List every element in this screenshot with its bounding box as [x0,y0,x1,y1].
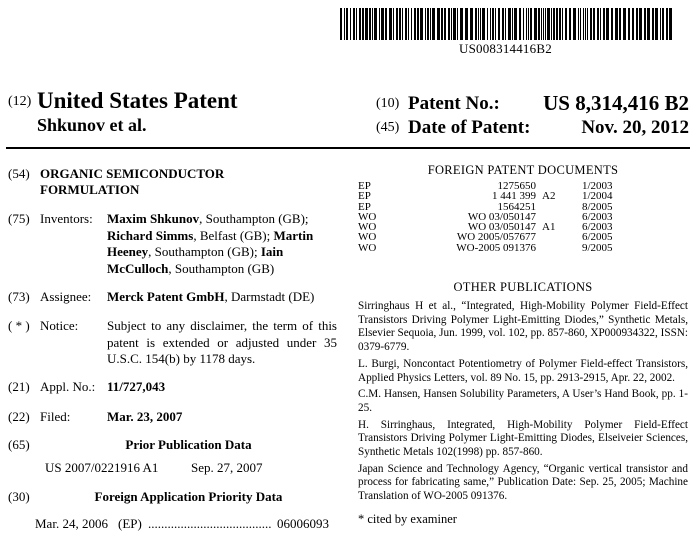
appl-code: (21) [8,379,30,394]
barcode-bar [583,8,584,40]
barcode-bar [669,8,672,40]
barcode-bar [353,8,355,40]
barcode-bar [346,8,348,40]
inventors-code: (75) [8,211,30,226]
barcode-bar [600,8,601,40]
barcode-bar [562,8,563,40]
filed-date: Mar. 23, 2007 [107,409,183,424]
barcode-bar [480,8,481,40]
inventor-location: , Southampton (GB); [199,211,309,226]
inventor-name: Richard Simms [107,227,194,243]
barcode-bar [356,8,357,40]
table-row [358,181,613,191]
fpd-date: 6/2003 [582,221,613,234]
barcode-bar [478,8,479,40]
inventor-name: Martin [273,227,314,243]
barcode-bar [453,8,456,40]
assignee-location: , Darmstadt (DE) [224,289,315,304]
fpd-country: WO [358,241,377,254]
filed-label: Filed: [40,409,71,424]
barcode-bar [565,8,567,40]
assignee-label: Assignee: [40,289,92,304]
prior-pub-code: (65) [8,437,30,452]
inventor-name: Maxim Shkunov [107,211,200,226]
prior-pub-heading: Prior Publication Data [125,437,252,452]
inventor-line [107,228,337,245]
fpd-country: WO [358,231,377,244]
notice-line: patent is extended or adjusted under 35 [107,334,337,350]
notice-text [107,318,337,368]
appl-number: 11/727,043 [107,379,166,394]
barcode-bar [430,8,431,40]
barcode-bar [344,8,345,40]
barcode-bar [411,8,412,40]
barcode-bar [465,8,468,40]
barcode-bar [597,8,599,40]
fpd-number: 1275650 [497,180,536,192]
notice-label: Notice: [40,318,79,333]
barcode-bar [514,8,517,40]
barcode-bar [615,8,618,40]
barcode-bar [603,8,605,40]
date-of-patent: Nov. 20, 2012 [581,117,689,138]
fpd-kind: A1 [542,221,556,234]
fpd-date: 8/2005 [582,200,613,213]
barcode-bar [662,8,664,40]
fpd-country: WO [358,210,377,223]
barcode-bar [526,8,527,40]
fpd-date: 1/2003 [582,180,613,192]
reference-entry: C.M. Hansen, Hansen Solubility Parameters, A User’s Hand Book, pp. 1-25. [358,388,688,414]
barcode-bar [611,8,613,40]
fpd-kind [536,232,582,242]
barcode-bar [369,8,371,40]
patent-number: US 8,314,416 B2 [543,91,689,115]
barcode-bar [457,8,458,40]
barcode-bar [365,8,368,40]
barcode-bar [414,8,416,40]
fpd-country: EP [358,200,371,213]
prior-pub-number: US 2007/0221916 A1 [45,460,159,475]
barcode-bar [451,8,452,40]
barcode-bar [538,8,540,40]
assignee-value [107,289,314,306]
barcode-bar [420,8,423,40]
barcode-bar [628,8,630,40]
barcode-bar [417,8,419,40]
barcode-bar [528,8,529,40]
inventor-line [107,261,337,278]
fpd-date: 9/2005 [582,241,613,254]
assignee-name: Merck Patent GmbH [107,289,225,304]
fpd-number: 1 441 399 [492,190,536,203]
barcode-bar [547,8,550,40]
fpd-kind [536,243,582,253]
barcode-bar [519,8,521,40]
barcode-bar [556,8,558,40]
barcode-bar [512,8,513,40]
barcode-bar [639,8,642,40]
barcode-bar [573,8,576,40]
barcode-bar [578,8,579,40]
code-12: (12) [8,94,32,109]
barcode-bar [441,8,443,40]
header-rule [6,147,690,149]
notice-line: Subject to any disclaimer, the term of this [107,318,337,333]
barcode-bar [437,8,440,40]
table-row [358,191,613,201]
foreign-priority-number: 06006093 [277,516,329,531]
barcode-bar [425,8,426,40]
assignee-code: (73) [8,289,30,304]
foreign-priority-heading: Foreign Application Priority Data [94,489,283,504]
barcode-bar [553,8,555,40]
barcode-bar [399,8,401,40]
barcode-bar [393,8,394,40]
fpd-date: 6/2005 [582,231,613,244]
barcode-bar [396,8,398,40]
barcode-bar [660,8,661,40]
barcode-bar [444,8,446,40]
fpd-country: EP [358,180,371,192]
barcode-bar [405,8,407,40]
barcode-bar [606,8,609,40]
fpd-date: 6/2003 [582,210,613,223]
inventor-line [107,244,337,261]
barcode-bar [587,8,588,40]
foreign-priority-country: (EP) [118,516,142,531]
barcode-bar [590,8,592,40]
barcode-bar [644,8,646,40]
table-row [358,243,613,253]
fpd-country: WO [358,221,377,234]
fpd-kind: A2 [542,190,556,203]
appl-label: Appl. No.: [40,379,96,394]
code-10: (10) [376,96,400,111]
barcode-bar [374,8,377,40]
barcode-bar [460,8,463,40]
barcode-bar [652,8,654,40]
patent-number-label: Patent No.: [408,93,500,114]
barcode-bar [545,8,546,40]
fpd-number: 1564251 [497,200,536,213]
foreign-patent-documents-table [358,181,613,253]
barcode-bar [498,8,500,40]
cited-by-examiner: * cited by examiner [358,512,457,526]
barcode-bar [359,8,361,40]
barcode-bar [569,8,571,40]
reference-entry: Sirringhaus H et al., “Integrated, High-Mobility Polymer Field-Effect Transistors Driving Polymer Light-Emitting Diodes,” Synthetic Metals, Elsevier Sequoia, Jun. 1999, vol. 102, pp. 857-860, XP000934322, ISSN: 0379-6779. [358,300,688,354]
foreign-priority-code: (30) [8,489,30,504]
reference-entry: Japan Science and Technology Agency, “Organic vertical transistor and process for fabricating same,” Publication Date: Sep. 25, 2005; Machine Translation of WO-2005 091376. [358,462,688,503]
barcode-bar [534,8,537,40]
barcode-bar [543,8,544,40]
barcode-bar [495,8,496,40]
barcode-bar [340,8,342,40]
barcode-bar [559,8,561,40]
foreign-priority-dots: ...................................... [148,516,272,531]
barcode-bar [381,8,384,40]
barcode-bar [523,8,524,40]
barcode-bar [666,8,668,40]
date-of-patent-label: Date of Patent: [408,117,531,138]
barcode-bar [647,8,650,40]
code-45: (45) [376,120,400,135]
barcode [340,8,672,40]
filed-code: (22) [8,409,30,424]
barcode-bar [490,8,491,40]
barcode-bar [623,8,626,40]
inventor-location: , Southampton (GB); [148,244,261,259]
notice-line: U.S.C. 154(b) by 1178 days. [107,351,256,366]
barcode-bar [541,8,542,40]
barcode-bar [551,8,552,40]
barcode-bar [655,8,658,40]
inventor-name: Iain [260,244,284,259]
barcode-bar [487,8,488,40]
barcode-bar [408,8,409,40]
title-line-2: FORMULATION [40,182,140,197]
barcode-bar [636,8,638,40]
reference-entry: L. Burgi, Noncontact Potentiometry of Polymer Field-effect Transistors, Applied Physics Letters, vol. 89 No. 15, pp. 2913-2915, Apr. 22, 2002. [358,357,688,384]
foreign-patent-documents-heading: FOREIGN PATENT DOCUMENTS [427,163,619,177]
inventors-label: Inventors: [40,211,93,226]
inventor-name: Heeney [107,244,149,259]
prior-pub-date: Sep. 27, 2007 [191,460,263,475]
notice-code: ( * ) [8,318,30,333]
barcode-bar [475,8,477,40]
barcode-bar [530,8,532,40]
barcode-bar [505,8,506,40]
fpd-kind [536,202,582,212]
title-line-1: ORGANIC SEMICONDUCTOR [40,166,225,181]
title-code: (54) [8,166,30,181]
inventor-line [107,211,337,228]
barcode-bar [350,8,351,40]
other-publications-heading: OTHER PUBLICATIONS [453,280,593,294]
barcode-bar [379,8,380,40]
barcode-bar [402,8,403,40]
document-type-title: United States Patent [37,88,238,113]
barcode-bar [482,8,485,40]
fpd-country: EP [358,190,371,203]
barcode-bar [508,8,511,40]
barcode-bar [492,8,494,40]
barcode-bar [432,8,435,40]
barcode-bar [385,8,387,40]
inventor-location: , Belfast (GB); [193,227,274,243]
reference-entry: H. Sirringhaus, Integrated, High-Mobility Polymer Field-Effect Transistors Driving Polymer Light-Emitting Diodes, Elseiveier Sciences, Synthetic Metals 102(1998) pp. 857-860. [358,418,688,459]
foreign-priority-date: Mar. 24, 2006 [35,516,108,531]
authors-line: Shkunov et al. [37,115,147,135]
inventor-location: , Southampton (GB) [168,260,275,276]
barcode-bar [470,8,473,40]
barcode-bar [619,8,621,40]
barcode-bar [362,8,364,40]
fpd-number: WO 2005/057677 [456,231,536,244]
barcode-bar [448,8,450,40]
inventor-name: McCulloch [107,260,169,276]
barcode-bar [427,8,429,40]
fpd-number: WO 03/050147 [467,221,536,234]
publication-number: US008314416B2 [459,41,552,56]
inventors-list [107,211,337,277]
barcode-bar [502,8,504,40]
other-publications-list [358,300,688,507]
fpd-number: WO-2005 091376 [456,241,536,254]
fpd-number: WO 03/050147 [467,210,536,223]
barcode-bar [389,8,392,40]
barcode-bar [632,8,634,40]
barcode-bar [585,8,586,40]
barcode-bar [372,8,373,40]
fpd-date: 1/2004 [582,190,613,203]
barcode-bar [580,8,581,40]
barcode-bar [593,8,595,40]
